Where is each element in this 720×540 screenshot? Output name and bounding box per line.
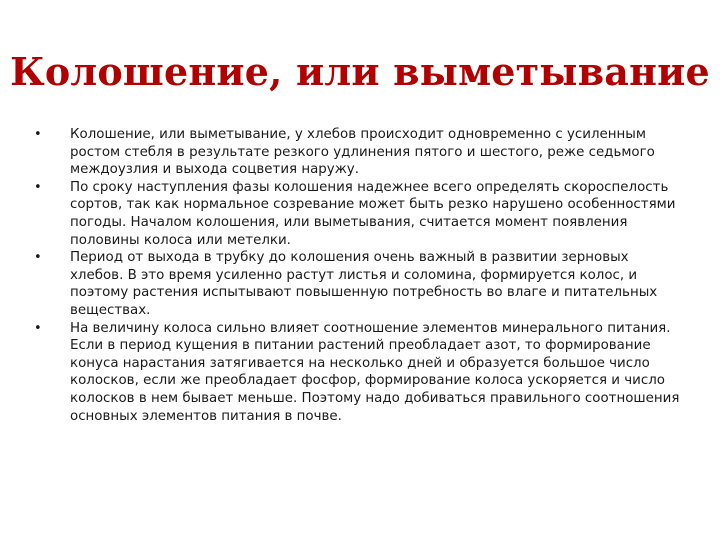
bullet-text: По сроку наступления фазы колошения надежнее всего определять скороспелость сортов, так как нормальное созревание может быть резко нарушено особенностями погоды. Началом колошения, или выметывания, считается момент появления половины колоса или метелки. <box>70 179 676 248</box>
bullet-item-4 <box>34 320 684 426</box>
bullet-text: На величину колоса сильно влияет соотношение элементов минерального питания. Если в период кущения в питании растений преобладает азот, то формирование конуса нарастания затягивается на несколько дней и образуется большое число колосков, если же преобладает фосфор, формирование колоса ускоряется и число колосков в нем бывает меньше. Поэтому надо добиваться правильного соотношения основных элементов питания в почве. <box>70 320 680 424</box>
bullet-marker: • <box>34 127 42 142</box>
bullet-item-3 <box>34 249 684 319</box>
bullet-marker: • <box>34 179 42 195</box>
bullet-text: Колошение, или выметывание, у хлебов происходит одновременно с усиленным ростом стебля в результате резкого удлинения пятого и шестого, реже седьмого междоузлия и выхода соцветия наружу. <box>70 127 655 178</box>
bullet-item-2 <box>34 179 684 249</box>
bullet-marker: • <box>34 320 42 336</box>
bullet-item-1 <box>34 126 684 179</box>
bullet-list <box>34 126 684 425</box>
bullet-marker: • <box>34 250 42 266</box>
slide-title: Колошение, или выметывание <box>10 49 710 94</box>
bullet-text: Период от выхода в трубку до колошения очень важный в развитии зерновых хлебов. В это время усиленно растут листья и соломина, формируется колос, и поэтому растения испытывают повышенную потребность во влаге и питательных веществах. <box>70 250 658 318</box>
